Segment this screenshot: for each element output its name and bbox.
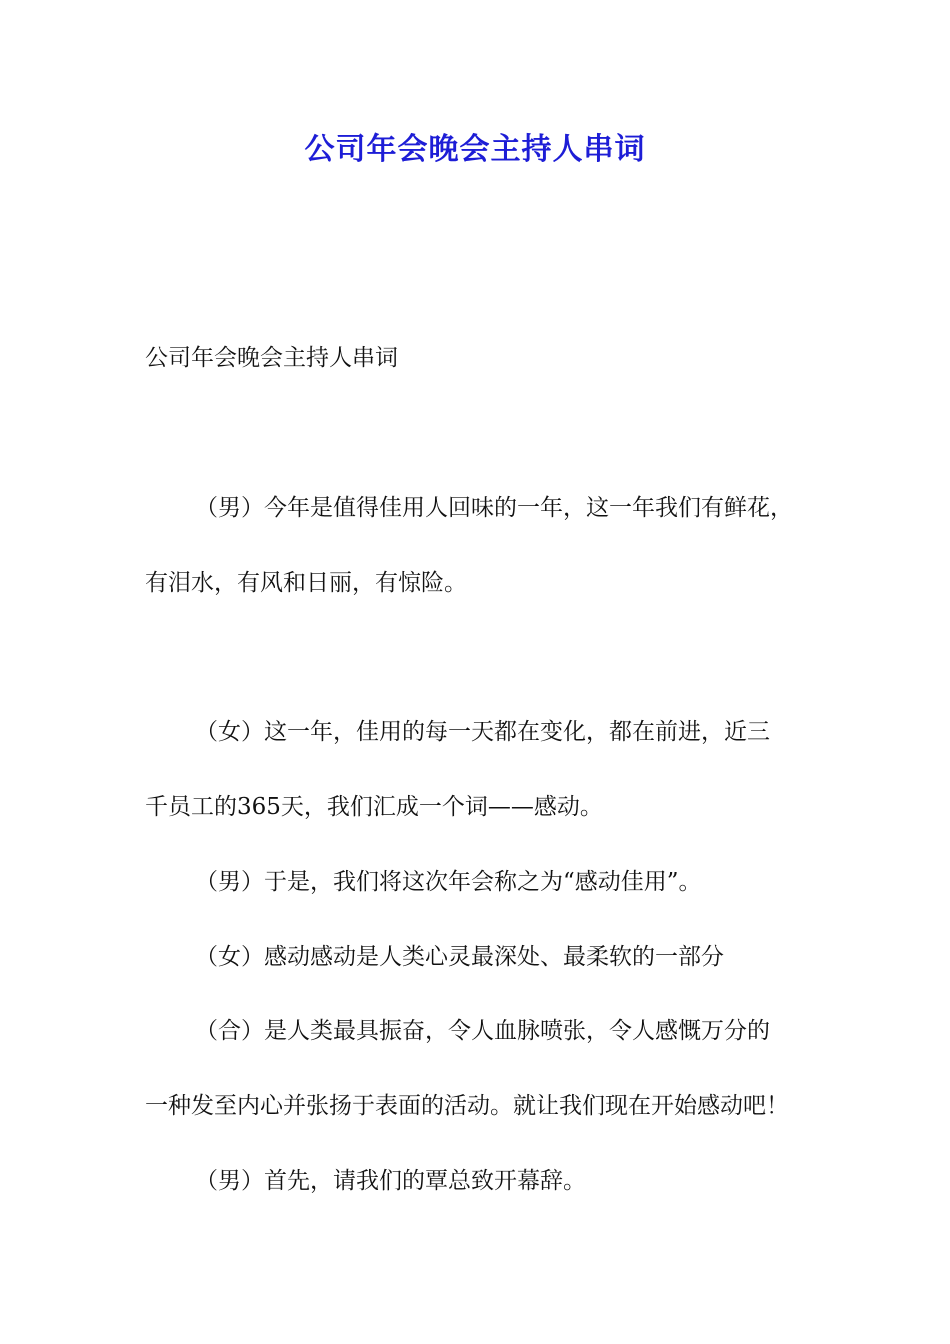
paragraph-line: （男）首先，请我们的覃总致开幕辞。 [195,1168,586,1194]
paragraph-line: （女）这一年，佳用的每一天都在变化，都在前进，近三 [195,719,770,745]
paragraph-line: 千员工的365天，我们汇成一个词——感动。 [145,794,603,820]
paragraph-line: （合）是人类最具振奋，令人血脉喷张，令人感慨万分的 [195,1018,770,1044]
paragraph-line: （女）感动感动是人类心灵最深处、最柔软的一部分 [195,944,724,970]
paragraph-line: 有泪水，有风和日丽，有惊险。 [145,570,467,596]
section-heading: 公司年会晚会主持人串词 [145,345,398,371]
document-title: 公司年会晚会主持人串词 [304,132,646,167]
paragraph-line: 一种发至内心并张扬于表面的活动。就让我们现在开始感动吧！ [145,1093,789,1119]
paragraph-line: （男）于是，我们将这次年会称之为“感动佳用”。 [195,869,702,895]
paragraph-line: （男）今年是值得佳用人回味的一年，这一年我们有鲜花， [195,495,793,521]
